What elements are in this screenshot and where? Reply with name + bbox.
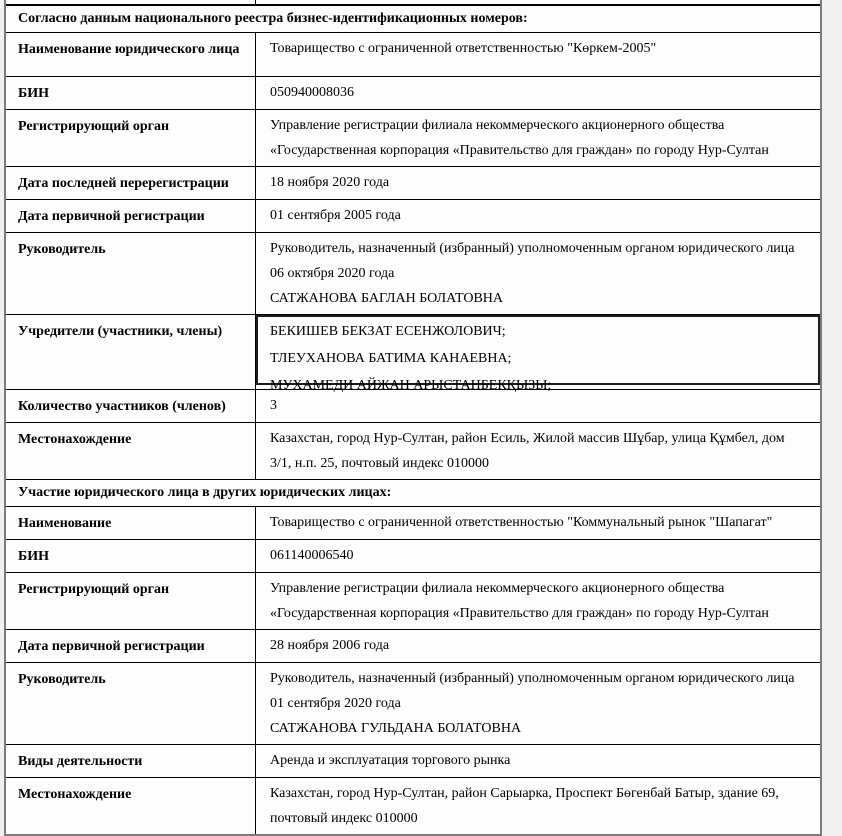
field-value [256,390,820,422]
field-label: Дата последней перерегистрации [6,167,256,199]
field-value-line: 01 сентября 2005 года [270,208,401,223]
field-row [6,540,820,573]
field-value-line: Товарищество с ограниченной ответственностью "Көркем-2005" [270,41,657,56]
field-value [256,630,820,662]
field-row [6,423,820,480]
field-label: Дата первичной регистрации [6,200,256,232]
field-row [6,110,820,167]
field-value [256,745,820,777]
field-label: Наименование [6,507,256,539]
field-value-line: 18 ноября 2020 года [270,175,390,190]
field-value-line: Руководитель, назначенный (избранный) уполномоченным органом юридического лица [270,241,795,256]
field-value-line: БЕКИШЕВ БЕКЗАТ ЕСЕНЖОЛОВИЧ; [270,324,506,339]
field-value [256,540,820,572]
section-header-row [6,480,820,507]
field-value-line: Управление регистрации филиала некоммерческого акционерного общества «Государственная корпорация «Правительство для граждан» по городу Нур-Султан [270,118,769,158]
field-value [256,423,820,479]
field-value [256,233,820,314]
field-value-line: Руководитель, назначенный (избранный) уполномоченным органом юридического лица [270,671,795,686]
field-value-line: 28 ноября 2006 года [270,638,390,653]
field-label: Руководитель [6,233,256,314]
clipped-label-cell [6,0,256,4]
field-value-line: Казахстан, город Нур-Султан, район Сарыарка, Проспект Бөгенбай Батыр, здание 69, почтовый индекс 010000 [270,786,779,826]
field-row [6,630,820,663]
field-value [256,507,820,539]
field-label: БИН [6,540,256,572]
field-row [6,663,820,745]
section-header: Участие юридического лица в других юридических лицах: [18,485,392,500]
field-value-line: 050940008036 [270,85,354,100]
field-row [6,507,820,540]
field-value-line: 06 октября 2020 года [270,266,395,281]
field-row [6,167,820,200]
field-value [256,77,820,109]
field-value [256,778,820,834]
field-label: Наименование юридического лица [6,33,256,76]
field-value-line: МУХАМЕДИ АЙЖАН АРЫСТАНБЕКҚЫЗЫ; [270,378,552,393]
field-value-line: Аренда и эксплуатация торгового рынка [270,753,511,768]
field-label: Виды деятельности [6,745,256,777]
section-header: Согласно данным национального реестра бизнес-идентификационных номеров: [18,11,528,26]
field-row [6,315,820,393]
field-row [6,573,820,630]
field-label: Учредители (участники, члены) [6,315,256,389]
field-value-line: САТЖАНОВА ГУЛЬДАНА БОЛАТОВНА [270,721,522,736]
field-label: Руководитель [6,663,256,744]
field-value [256,573,820,629]
field-value-line: Казахстан, город Нур-Султан, район Есиль, Жилой массив Шұбар, улица Құмбел, дом 3/1, н.п. 25, почтовый индекс 010000 [270,431,785,471]
section-header-row [6,6,820,33]
field-value [256,315,820,393]
field-row [6,200,820,233]
field-row [6,745,820,778]
field-value-line: 061140006540 [270,548,354,563]
field-value [256,110,820,166]
field-label: Местонахождение [6,423,256,479]
table-rows [6,6,820,834]
field-row [6,33,820,77]
field-value-line: САТЖАНОВА БАГЛАН БОЛАТОВНА [270,291,504,306]
field-value-line: Товарищество с ограниченной ответственностью "Коммунальный рынок "Шапагат" [270,515,773,530]
field-value-line: 3 [270,398,277,413]
field-label: Регистрирующий орган [6,110,256,166]
field-value-line: Управление регистрации филиала некоммерческого акционерного общества «Государственная корпорация «Правительство для граждан» по городу Нур-Султан [270,581,769,621]
field-label: Количество участников (членов) [6,390,256,422]
field-row [6,77,820,110]
field-label: Регистрирующий орган [6,573,256,629]
field-label: БИН [6,77,256,109]
registry-table [4,0,822,836]
field-row [6,778,820,834]
field-value [256,663,820,744]
field-value [256,200,820,232]
field-value [256,167,820,199]
field-value-line: 01 сентября 2020 года [270,696,401,711]
field-label: Дата первичной регистрации [6,630,256,662]
field-row [6,390,820,423]
field-label: Местонахождение [6,778,256,834]
founders-scroll-box[interactable] [256,315,820,393]
field-row [6,233,820,315]
field-value-line: ТЛЕУХАНОВА БАТИМА КАНАЕВНА; [270,351,512,366]
field-value [256,33,820,76]
